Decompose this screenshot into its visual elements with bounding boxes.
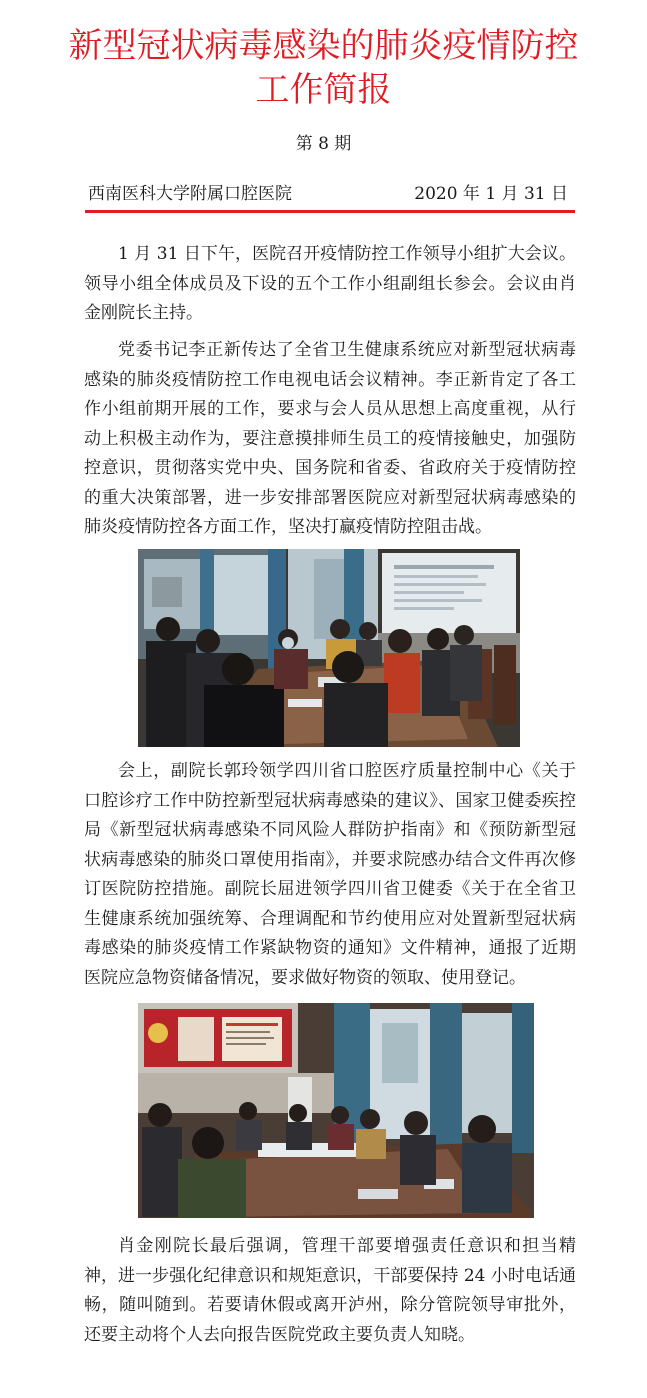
paragraph-2: 党委书记李正新传达了全省卫生健康系统应对新型冠状病毒感染的肺炎疫情防控工作电视电话会议精神。李正新肯定了各工作小组前期开展的工作，要求与会人员从思想上高度重视，从行动上积极主动作为，要注意摸排师生员工的疫情接触史，加强防控意识，贯彻落实党中央、国务院和省委、省政府关于疫情防控的重大决策部署，进一步安排部署医院应对新型冠状病毒感染的肺炎疫情防控各方面工作，坚决打赢疫情防控阻击战。 <box>84 340 576 537</box>
meeting-photo-2 <box>138 1003 534 1218</box>
meeting-photo-1-image <box>138 549 520 747</box>
paragraph-1: 1 月 31 日下午，医院召开疫情防控工作领导小组扩大会议。领导小组全体成员及下设的五个工作小组副组长参会。会议由肖金刚院长主持。 <box>84 244 576 323</box>
title-line-2: 工作简报 <box>255 70 392 110</box>
paragraph-4: 肖金刚院长最后强调，管理干部要增强责任意识和担当精神，进一步强化纪律意识和规矩意识，干部要保持 24 小时电话通畅，随叫随到。若要请休假或离开泸州，除分管院领导审批外，还要主动将个人去向报告医院党政主要负责人知晓。 <box>84 1236 576 1345</box>
header-divider <box>85 210 575 213</box>
issue-number: 第 8 期 <box>295 134 352 154</box>
meeting-photo-2-image <box>138 1003 534 1218</box>
meeting-photo-1 <box>138 549 520 747</box>
publish-date: 2020 年 1 月 31 日 <box>414 184 568 204</box>
title-line-1: 新型冠状病毒感染的肺炎疫情防控 <box>68 26 579 66</box>
paragraph-3: 会上，副院长郭玲领学四川省口腔医疗质量控制中心《关于口腔诊疗工作中防控新型冠状病毒感染的建议》、国家卫健委疾控局《新型冠状病毒感染不同风险人群防护指南》和《预防新型冠状病毒感染的肺炎口罩使用指南》，并要求院感办结合文件再次修订医院防控措施。副院长屈进领学四川省卫健委《关于在全省卫生健康系统加强统筹、合理调配和节约使用应对处置新型冠状病毒感染的肺炎疫情工作紧缺物资的通知》文件精神，通报了近期医院应急物资储备情况，要求做好物资的领取、使用登记。 <box>84 761 576 988</box>
bulletin-title <box>40 24 607 112</box>
meta-row <box>88 182 568 206</box>
organization-name: 西南医科大学附属口腔医院 <box>88 184 292 204</box>
